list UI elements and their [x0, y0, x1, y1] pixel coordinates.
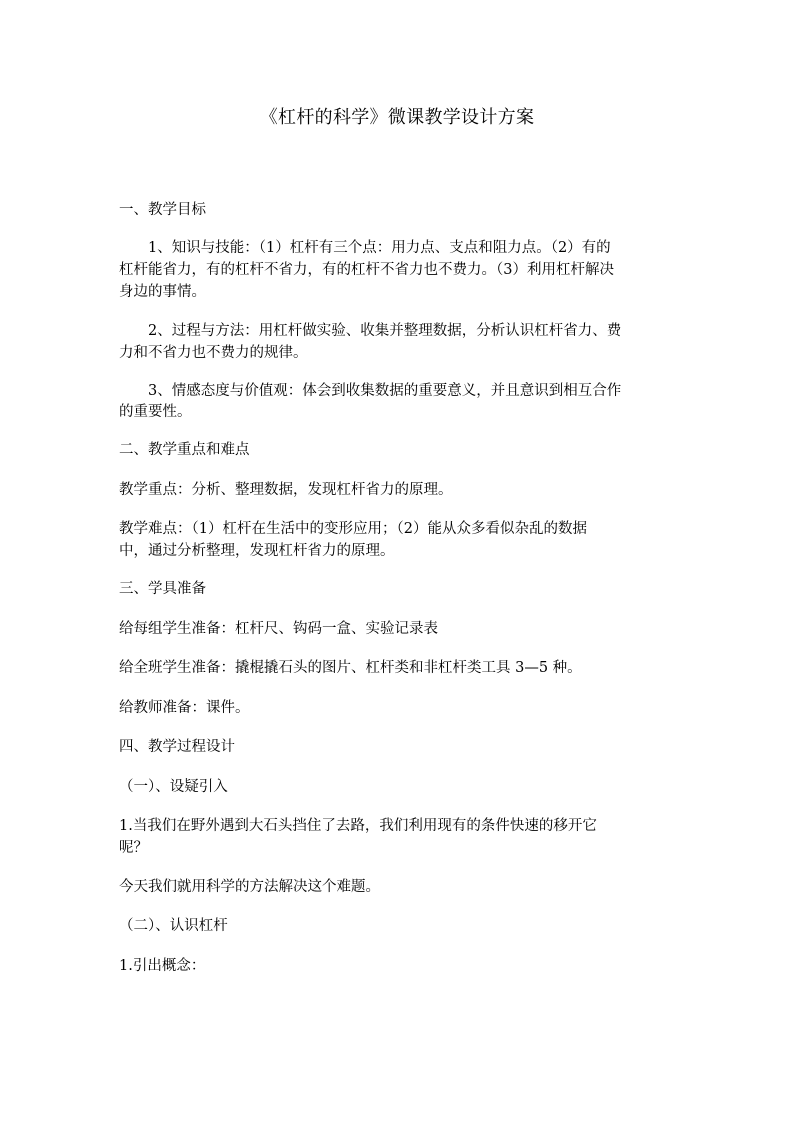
question-line-1: 1.当我们在野外遇到大石头挡住了去路，我们利用现有的条件快速的移开它: [119, 818, 597, 834]
knowledge-skills-line-1: 1、知识与技能：（1）杠杆有三个点：用力点、支点和阻力点。（2）有的: [148, 240, 611, 256]
subheading-know-lever: （二）、认识杠杆: [119, 918, 228, 934]
process-method-line-1: 2、过程与方法：用杠杆做实验、收集并整理数据，分析认识杠杆省力、费: [148, 323, 622, 339]
today-text: 今天我们就用科学的方法解决这个难题。: [119, 879, 380, 895]
key-point-text: 教学重点：分析、整理数据，发现杠杆省力的原理。: [119, 482, 453, 498]
section-heading-key-points: 二、教学重点和难点: [119, 442, 250, 458]
section-heading-teaching-goals: 一、教学目标: [119, 202, 206, 218]
materials-teacher: 给教师准备：课件。: [119, 700, 250, 716]
difficulty-line-2: 中，通过分析整理，发现杠杆省力的原理。: [119, 543, 395, 559]
attitude-values-line-2: 的重要性。: [119, 404, 192, 420]
question-line-2: 呢？: [119, 840, 148, 856]
materials-group: 给每组学生准备：杠杆尺、钩码一盒、实验记录表: [119, 621, 438, 637]
section-heading-materials: 三、学具准备: [119, 581, 206, 597]
difficulty-line-1: 教学难点：（1）杠杆在生活中的变形应用；（2）能从众多看似杂乱的数据: [119, 521, 587, 537]
subheading-introduction: （一）、设疑引入: [119, 779, 228, 795]
concept-intro: 1.引出概念：: [119, 958, 206, 974]
knowledge-skills-line-3: 身边的事情。: [119, 284, 206, 300]
section-heading-process: 四、教学过程设计: [119, 739, 235, 755]
materials-class: 给全班学生准备：撬棍撬石头的图片、杠杆类和非杠杆类工具 3—5 种。: [119, 660, 582, 676]
process-method-line-2: 力和不省力也不费力的规律。: [119, 345, 308, 361]
document-title: 《杠杆的科学》微课教学设计方案: [259, 107, 535, 128]
knowledge-skills-line-2: 杠杆能省力，有的杠杆不省力，有的杠杆不省力也不费力。（3）利用杠杆解决: [119, 262, 614, 278]
attitude-values-line-1: 3、情感态度与价值观：体会到收集数据的重要意义，并且意识到相互合作: [148, 383, 622, 399]
